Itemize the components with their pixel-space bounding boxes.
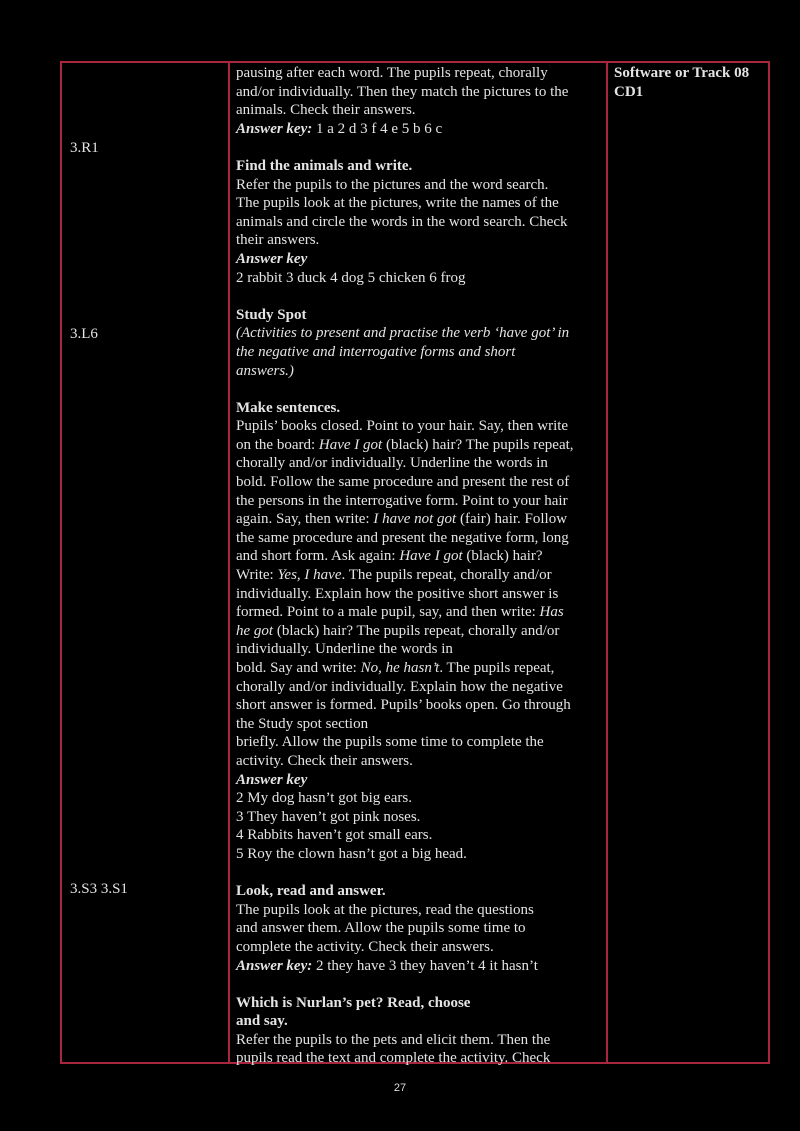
text-line: the Study spot section [236, 715, 369, 732]
text-line: pausing after each word. The pupils repeat, chorally [236, 65, 548, 81]
answer-key-line [236, 120, 604, 139]
page-number: 27 [393, 1082, 407, 1094]
answer-key-item: 4 Rabbits haven’t got small ears. [236, 827, 433, 844]
objective-code-r1: 3.R1 [70, 140, 99, 156]
text-line: their answers. [236, 232, 320, 249]
text-line: Write: Yes, I have. The pupils repeat, chorally and/or [236, 567, 552, 584]
answer-key-text: 2 rabbit 3 duck 4 dog 5 chicken 6 frog [236, 269, 466, 286]
answer-key-item: 3 They haven’t got pink noses. [236, 808, 421, 825]
text-line: The pupils look at the pictures, write the names of the [236, 195, 559, 212]
resource-cd: CD1 [614, 83, 644, 100]
text-line: activity. Check their answers. [236, 752, 413, 769]
column-divider-1 [228, 63, 230, 1062]
text-line: briefly. Allow the pupils some time to complete the [236, 734, 544, 751]
text-line: individually. Underline the words in [236, 641, 453, 658]
text-line: animals and circle the words in the word search. Check [236, 213, 568, 230]
objective-code-l6: 3.L6 [70, 326, 98, 342]
resource-label: Software or Track 08 [614, 65, 750, 81]
section-title-which-pet-cont: and say. [236, 1013, 288, 1030]
text-line: the persons in the interrogative form. Point to your hair [236, 492, 568, 509]
text-line: The pupils look at the pictures, read the questions [236, 901, 534, 918]
answer-key-label: Answer key: [236, 120, 313, 137]
text-line: Pupils’ books closed. Point to your hair. Say, then write [236, 418, 569, 435]
objective-code-s3-s1: 3.S3 3.S1 [70, 881, 128, 897]
text-line: Refer the pupils to the pictures and the word search. [236, 176, 549, 193]
text-line: chorally and/or individually. Explain how the negative [236, 678, 563, 695]
text-line: complete the activity. Check their answers. [236, 938, 494, 955]
text-line: and/or individually. Then they match the pictures to the [236, 83, 569, 100]
text-line: short answer is formed. Pupils’ books open. Go through [236, 697, 571, 714]
answer-key-label: Answer key [236, 250, 308, 267]
text-line: animals. Check their answers. [236, 102, 416, 119]
answer-key-text: 1 a 2 d 3 f 4 e 5 b 6 c [312, 120, 443, 137]
text-line: chorally and/or individually. Underline the words in [236, 455, 548, 472]
text-line: formed. Point to a male pupil, say, and then write: Has [236, 604, 564, 621]
answer-key-label: Answer key [236, 771, 308, 788]
answer-key-item: 5 Roy the clown hasn’t got a big head. [236, 845, 467, 862]
text-line: again. Say, then write: I have not got (fair) hair. Follow [236, 511, 568, 528]
section-title-make-sentences: Make sentences. [236, 399, 341, 416]
procedure-column [236, 64, 604, 1068]
text-line: he got (black) hair? The pupils repeat, chorally and/or [236, 622, 560, 639]
text-line: on the board: Have I got (black) hair? The pupils repeat, [236, 436, 574, 453]
answer-key-line [236, 957, 604, 976]
text-line: the negative and interrogative forms and short [236, 343, 516, 360]
column-divider-2 [606, 63, 608, 1062]
text-line: individually. Explain how the positive short answer is [236, 585, 559, 602]
resources-column [614, 64, 770, 101]
text-line: the same procedure and present the negative form, long [236, 529, 569, 546]
answer-key-item: 2 My dog hasn’t got big ears. [236, 790, 412, 807]
section-title-look-read-answer: Look, read and answer. [236, 883, 386, 900]
section-title-which-pet: Which is Nurlan’s pet? Read, choose [236, 994, 471, 1011]
answer-key-text: 2 they have 3 they haven’t 4 it hasn’t [312, 957, 538, 974]
text-line: bold. Say and write: No, he hasn’t. The pupils repeat, [236, 660, 555, 676]
answer-key-label: Answer key: [236, 957, 313, 974]
text-line: and answer them. Allow the pupils some time to [236, 920, 526, 937]
text-line: answers.) [236, 362, 294, 379]
text-line: pupils read the text and complete the activity. Check [236, 1050, 551, 1067]
text-line: bold. Follow the same procedure and present the rest of [236, 474, 570, 491]
section-title-study-spot: Study Spot [236, 306, 307, 323]
section-title-find-animals: Find the animals and write. [236, 157, 413, 174]
lesson-table [60, 61, 770, 1067]
text-line: Refer the pupils to the pets and elicit them. Then the [236, 1031, 551, 1048]
text-line: (Activities to present and practise the verb ‘have got’ in [236, 325, 570, 342]
text-line: and short form. Ask again: Have I got (black) hair? [236, 548, 543, 565]
